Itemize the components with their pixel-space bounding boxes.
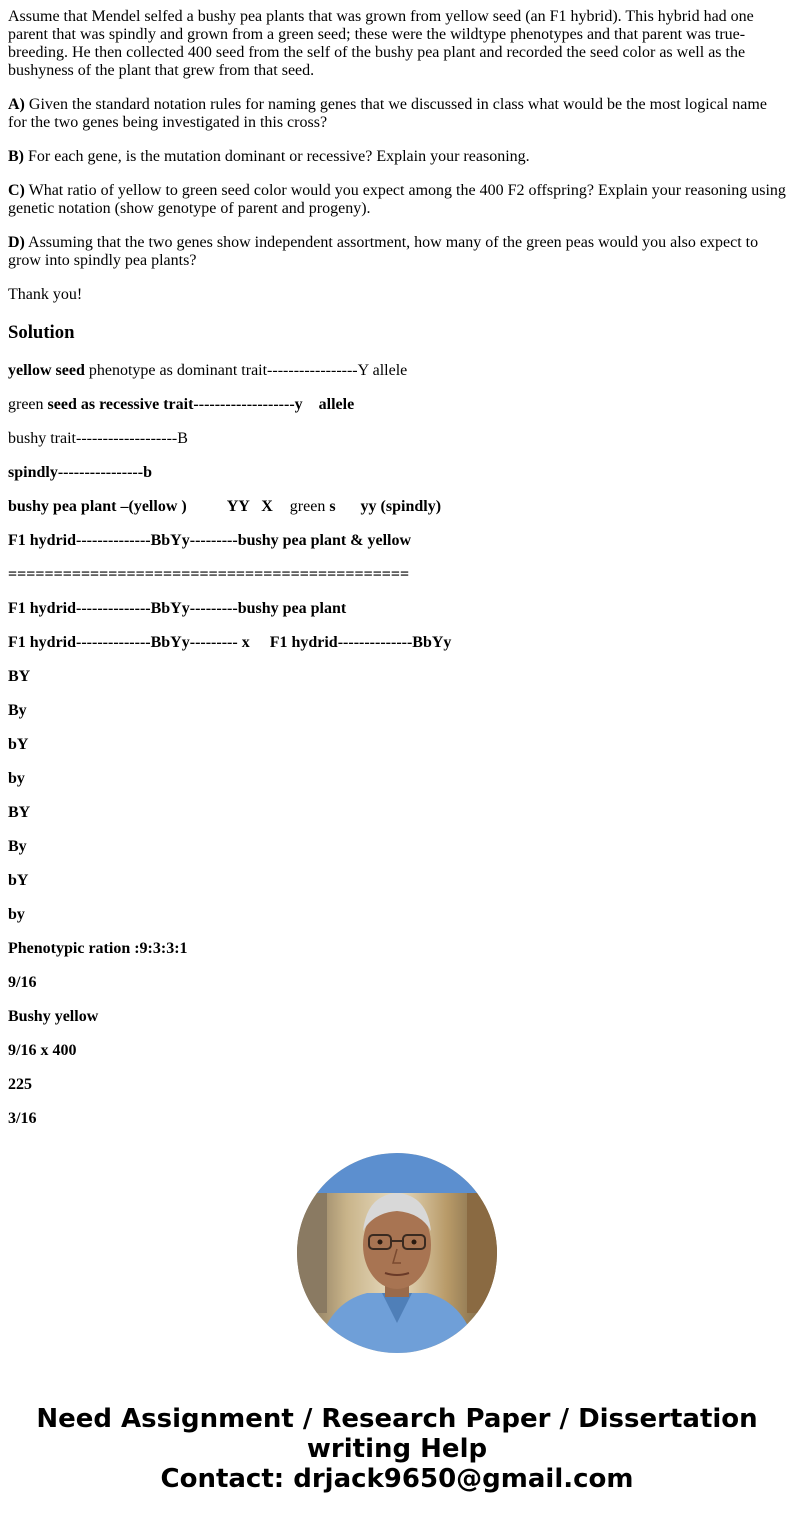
fraction-9-16: 9/16	[8, 974, 37, 991]
yellow-allele-text: phenotype as dominant trait-----------------Y allele	[84, 362, 408, 379]
solution-line-f1-cross	[8, 634, 788, 652]
solution-divider	[8, 566, 788, 584]
footer-line-1: Need Assignment / Research Paper / Dissertation	[36, 1404, 758, 1434]
footer-banner	[0, 1404, 794, 1494]
question-d	[8, 234, 788, 270]
calculation-text: 9/16 x 400	[8, 1042, 77, 1059]
thanks-text: Thank you!	[8, 286, 83, 303]
question-a-label: A)	[8, 96, 25, 113]
solution-line-spindly	[8, 464, 788, 482]
yellow-seed-label: yellow seed	[8, 362, 85, 379]
parent-spindly: yy (spindly)	[360, 498, 442, 515]
parent-bushy-yellow: bushy pea plant –(yellow )	[8, 498, 187, 515]
gamete	[8, 770, 788, 788]
green-label: green	[8, 396, 48, 413]
footer-line-2: writing Help	[306, 1434, 488, 1464]
solution-line-f1	[8, 532, 788, 550]
solution-line-f1-bushy	[8, 600, 788, 618]
question-a	[8, 96, 788, 132]
avatar	[297, 1153, 497, 1353]
f1-cross-left: F1 hydrid--------------BbYy--------- x	[8, 634, 250, 651]
gamete-label: bY	[8, 736, 29, 753]
solution-line-green	[8, 396, 788, 414]
question-c-text: What ratio of yellow to green seed color would you expect among the 400 F2 offspring? Explain your reasoning using genetic notation (show genotype of parent and progeny).	[8, 182, 786, 217]
author-photo	[297, 1153, 497, 1353]
gamete-label: bY	[8, 872, 29, 889]
question-c-label: C)	[8, 182, 25, 199]
footer-contact: Contact: drjack9650@gmail.com	[160, 1464, 634, 1494]
gamete	[8, 872, 788, 890]
gamete-label: BY	[8, 804, 31, 821]
gamete-label: By	[8, 702, 27, 719]
gamete-label: By	[8, 838, 27, 855]
phenotype-line	[8, 1008, 788, 1026]
solution-heading: Solution	[8, 322, 75, 343]
question-a-text: Given the standard notation rules for naming genes that we discussed in class what would be the most logical name for the two genes being investigated in this cross?	[8, 96, 767, 131]
gamete	[8, 804, 788, 822]
solution-line-bushy: bushy trait-------------------B	[8, 430, 188, 447]
f1-bushy-yellow: F1 hydrid--------------BbYy---------bushy pea plant & yellow	[8, 532, 412, 549]
f1-bushy: F1 hydrid--------------BbYy---------bushy pea plant	[8, 600, 347, 617]
calculation-line	[8, 1042, 788, 1060]
gamete-label: by	[8, 906, 25, 923]
solution-line-parents	[8, 498, 788, 516]
result-line	[8, 1076, 788, 1094]
document-content	[8, 8, 788, 1124]
parent-s-label: s	[329, 498, 336, 515]
gamete	[8, 906, 788, 924]
gamete	[8, 668, 788, 686]
gamete	[8, 702, 788, 720]
fraction-line	[8, 974, 788, 992]
question-d-text: Assuming that the two genes show independent assortment, how many of the green peas would you also expect to grow into spindly pea plants?	[8, 234, 759, 269]
gamete	[8, 736, 788, 754]
gamete-label: by	[8, 770, 25, 787]
fraction-3-16: 3/16	[8, 1110, 37, 1124]
question-b	[8, 148, 788, 166]
phenotype-bushy-yellow: Bushy yellow	[8, 1008, 99, 1025]
solution-line-yellow	[8, 362, 788, 380]
green-allele-text: seed as recessive trait-------------------y allele	[47, 396, 355, 413]
question-b-text: For each gene, is the mutation dominant or recessive? Explain your reasoning.	[24, 148, 530, 165]
fraction-line-2	[8, 1110, 788, 1124]
parent-green-label: green	[289, 498, 330, 515]
question-intro: Assume that Mendel selfed a bushy pea plants that was grown from yellow seed (an F1 hybrid). This hybrid had one parent that was spindly and grown from a green seed; these were the wildtype phenotypes and that parent was true-breeding. He then collected 400 seed from the self of the bushy pea plant and recorded the seed color as well as the bushyness of the plant that grew from that seed.	[8, 8, 754, 79]
parent-yy-cross: YY X	[226, 498, 273, 515]
question-b-label: B)	[8, 148, 24, 165]
question-d-label: D)	[8, 234, 25, 251]
question-c	[8, 182, 788, 218]
phenotypic-ratio	[8, 940, 788, 958]
f1-cross-right: F1 hydrid--------------BbYy	[269, 634, 452, 651]
gamete-label: BY	[8, 668, 31, 685]
spindly-text: spindly----------------b	[8, 464, 152, 481]
result-225: 225	[8, 1076, 32, 1093]
phenotypic-ratio-text: Phenotypic ration :9:3:3:1	[8, 940, 188, 957]
divider-text: ============================================	[8, 566, 410, 583]
gamete	[8, 838, 788, 856]
